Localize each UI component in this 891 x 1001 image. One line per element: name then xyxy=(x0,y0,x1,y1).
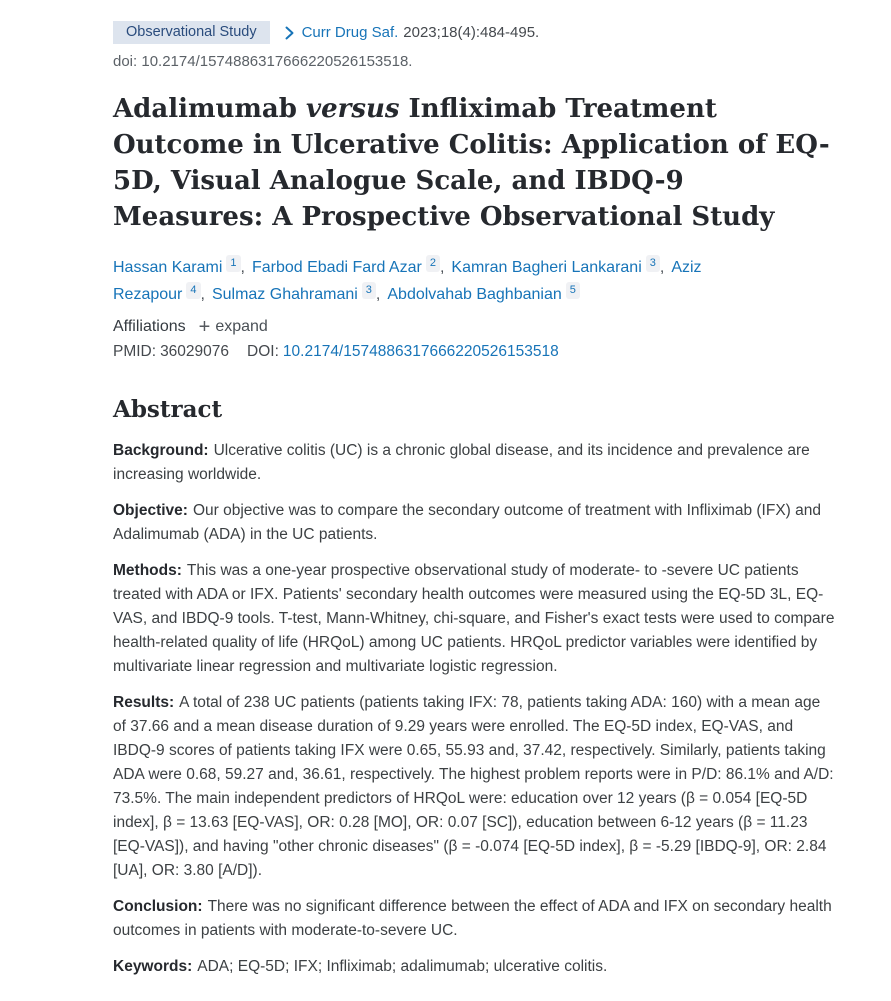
author-separator: , xyxy=(240,259,245,276)
plus-icon: + xyxy=(198,316,211,338)
author-affiliation-sup[interactable]: 2 xyxy=(426,255,440,272)
author-link[interactable]: Abdolvahab Baghbanian xyxy=(387,286,562,303)
affiliations-row xyxy=(113,317,835,337)
section-label: Conclusion: xyxy=(113,898,203,915)
section-label: Methods: xyxy=(113,562,182,579)
author-affiliation-sup[interactable]: 1 xyxy=(226,255,240,272)
chevron-right-icon xyxy=(284,25,295,41)
journal-link[interactable]: Curr Drug Saf. xyxy=(301,24,399,41)
identifiers-row xyxy=(113,343,835,361)
affiliations-label: Affiliations xyxy=(113,318,186,335)
article-title xyxy=(113,91,835,235)
citation-row xyxy=(113,21,835,44)
author xyxy=(252,259,440,276)
author-link[interactable]: Farbod Ebadi Fard Azar xyxy=(251,259,422,276)
abstract-section-background xyxy=(113,439,835,487)
author xyxy=(113,259,241,276)
author-link[interactable]: Hassan Karami xyxy=(113,259,223,276)
section-text: Ulcerative colitis (UC) is a chronic global disease, and its incidence and prevalence are increasing worldwide. xyxy=(113,442,810,483)
author-separator: , xyxy=(200,286,205,303)
expand-button[interactable] xyxy=(199,317,268,337)
section-text: This was a one-year prospective observational study of moderate- to -severe UC patients treated with ADA or IFX. Patients' secondary health outcomes were measured using the EQ-5D 3L, EQ-VAS, and IBDQ-9 tools. T-test, Mann-Whitney, chi-square, and Fisher's exact tests were used to compare health-related quality of life (HRQoL) among UC patients. HRQoL predictor variables were identified by multivariate linear regression and multivariate logistic regression. xyxy=(113,562,835,675)
section-text: A total of 238 UC patients (patients taking IFX: 78, patients taking ADA: 160) with a mean age of 37.66 and a mean disease duration of 9.29 years were enrolled. The EQ-5D index, EQ-VAS, and IBDQ-9 scores of patients taking IFX were 0.65, 55.93 and, 37.42, respectively. Similarly, patients taking ADA were 0.68, 59.27 and, 36.61, respectively. The highest problem reports were in P/D: 86.1% and A/D: 73.5%. The main independent predictors of HRQoL were: education over 12 years (β = 0.054 [EQ-5D index], β = 13.63 [EQ-VAS], OR: 0.28 [MO], OR: 0.07 [SC]), education between 6-12 years (β = 11.23 [EQ-VAS]), and having "other chronic diseases" (β = -0.074 [EQ-5D index], β = -5.29 [IBDQ-9], OR: 2.84 [UA], OR: 3.80 [A/D]). xyxy=(113,694,834,879)
abstract-section-methods xyxy=(113,559,835,679)
doi-label: DOI: xyxy=(247,343,279,360)
author xyxy=(212,286,376,303)
section-label: Background: xyxy=(113,442,209,459)
abstract-section-conclusion xyxy=(113,895,835,943)
section-label: Objective: xyxy=(113,502,188,519)
title-text-pre: Adalimumab xyxy=(113,94,306,124)
abstract-section-keywords xyxy=(113,955,835,979)
authors-list xyxy=(113,254,835,308)
author xyxy=(387,286,580,303)
section-text: ADA; EQ-5D; IFX; Infliximab; adalimumab; ulcerative colitis. xyxy=(197,958,608,975)
publication-type-badge: Observational Study xyxy=(113,21,270,44)
author xyxy=(451,259,659,276)
author-affiliation-sup[interactable]: 3 xyxy=(362,282,376,299)
author-affiliation-sup[interactable]: 3 xyxy=(646,255,660,272)
author-link[interactable]: Kamran Bagheri Lankarani xyxy=(451,259,642,276)
expand-label: expand xyxy=(215,318,268,335)
pmid-label: PMID: xyxy=(113,343,157,360)
abstract-heading: Abstract xyxy=(113,396,223,423)
author-separator: , xyxy=(439,259,445,276)
abstract-section-results xyxy=(113,691,835,883)
author-separator: , xyxy=(375,286,381,303)
title-text-post: Infliximab Treatment Outcome in Ulcerative Colitis: Application of EQ-5D, Visual Analogue Scale, and IBDQ-9 Measures: A Prospective Observational Study xyxy=(113,94,830,232)
citation-text: 2023;18(4):484-495. xyxy=(403,24,540,41)
author-link[interactable]: Sulmaz Ghahramani xyxy=(211,286,358,303)
author-affiliation-sup[interactable]: 5 xyxy=(566,282,580,299)
author-link[interactable]: Aziz Rezapour xyxy=(113,259,702,303)
doi-link[interactable]: 10.2174/1574886317666220526153518 xyxy=(282,343,559,360)
author-affiliation-sup[interactable]: 4 xyxy=(186,282,200,299)
section-label: Results: xyxy=(113,694,175,711)
author-separator: , xyxy=(659,259,665,276)
title-italic-word: versus xyxy=(305,94,400,124)
section-text: Our objective was to compare the secondary outcome of treatment with Infliximab (IFX) and Adalimumab (ADA) in the UC patients. xyxy=(113,502,821,543)
pmid-value: 36029076 xyxy=(160,343,230,360)
section-text: There was no significant difference between the effect of ADA and IFX on secondary health outcomes in patients with moderate-to-severe UC. xyxy=(113,898,832,939)
section-label: Keywords: xyxy=(113,958,193,975)
abstract-section-objective xyxy=(113,499,835,547)
doi-text: doi: 10.2174/1574886317666220526153518. xyxy=(113,53,413,70)
